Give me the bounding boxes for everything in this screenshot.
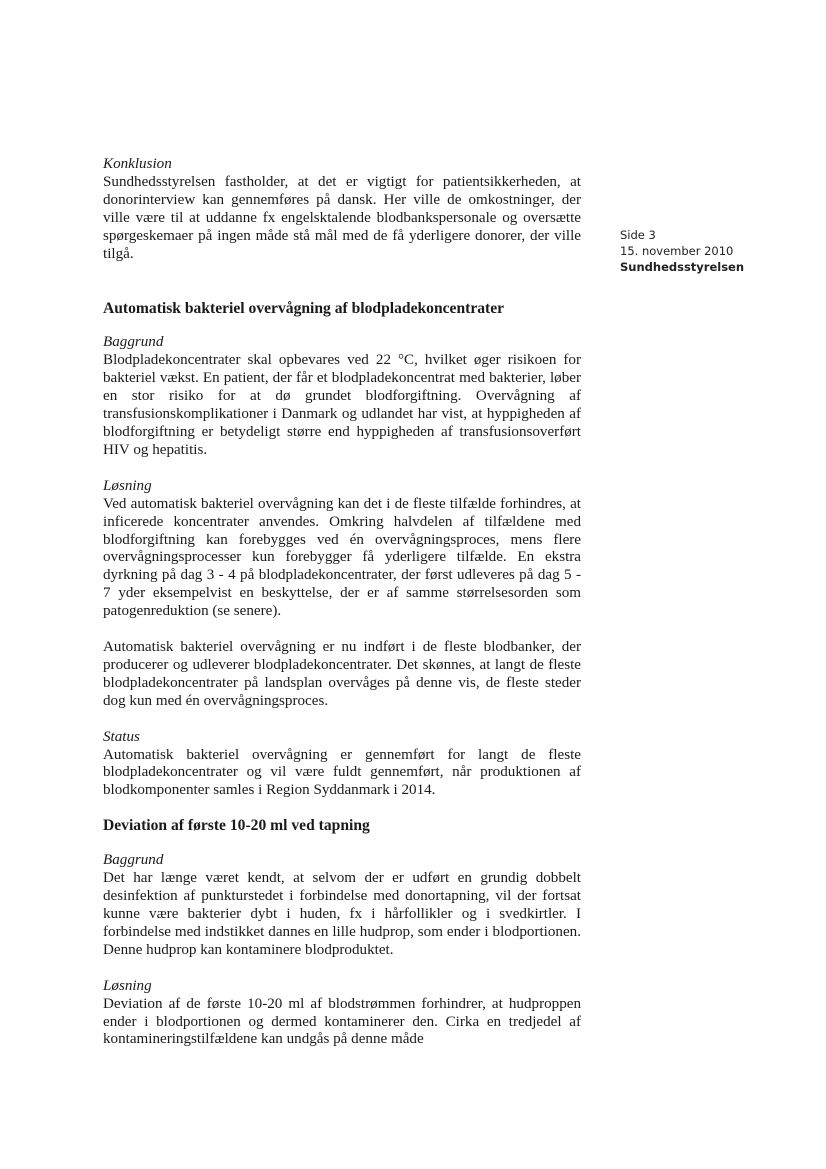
paragraph: Automatisk bakteriel overvågning er gennemført for langt de fleste blodpladekoncentrater og vil være fuldt gennemført, når produktionen af blodkomponenter samles i Region Syddanmark i 2014. [103,746,581,799]
subheading-losning: Løsning [103,477,152,494]
page-meta [620,227,820,275]
subheading-status: Status [103,728,140,745]
paragraph: Blodpladekoncentrater skal opbevares ved 22 °C, hvilket øger risikoen for bakteriel vækst. En patient, der får et blodpladekoncentrat med bakterier, løber en stor risiko for at dø grundet blodforgiftning. Overvågning af transfusionskomplikationer i Danmark og udlandet har vist, at hyppigheden af blodforgiftning er betydeligt større end hyppigheden af transfusionsoverført HIV og hepatitis. [103,352,581,458]
document-date: 15. november 2010 [620,244,734,258]
paragraph: Det har længe været kendt, at selvom der er udført en grundig dobbelt desinfektion af punkturstedet i forbindelse med donortapning, vil der fortsat kunne være bakterier dybt i huden, fx i hårfollikler og i svedkirtler. I forbindelse med indstikket dannes en lille hudprop, som ender i blodportionen. Denne hudprop kan kontaminere blodproduktet. [103,870,581,958]
paragraph: Deviation af de første 10-20 ml af blodstrømmen forhindrer, at hudproppen ender i blodportionen og dermed kontaminerer den. Cirka en tredjedel af kontamineringstilfældene kan undgås på denne måde [103,995,581,1048]
organization-name: Sundhedsstyrelsen [620,260,745,274]
subheading-konklusion: Konklusion [103,156,172,172]
section-heading-deviation: Deviation af første 10-20 ml ved tapning [103,817,370,835]
document-body [103,156,581,1049]
subheading-baggrund: Baggrund [103,334,164,351]
section-heading-bacterial-monitoring: Automatisk bakteriel overvågning af blodpladekoncentrater [103,300,505,318]
page-number: Side 3 [620,228,656,242]
paragraph: Automatisk bakteriel overvågning er nu indført i de fleste blodbanker, der producerer og udleverer blodpladekoncentrater. Det skønnes, at langt de fleste blodpladekoncentrater på landsplan overvåges på denne vis, de fleste steder dog kun med én overvågningsproces. [103,639,581,709]
paragraph: Sundhedsstyrelsen fastholder, at det er vigtigt for patientsikkerheden, at donorinterview kan gennemføres på dansk. Her ville de omkostninger, der ville være til at uddanne fx engelsktalende blodbankspersonale og oversætte spørgeskemaer på ingen måde stå mål med de få yderligere donorer, der ville tilgå. [103,173,581,262]
paragraph: Ved automatisk bakteriel overvågning kan det i de fleste tilfælde forhindres, at inficerede koncentrater anvendes. Omkring halvdelen af tilfældene med blodforgiftning kan forebygges ved én overvågningsproces, mens flere overvågningsprocesser kun forebygger få yderligere tilfælde. En ekstra dyrkning på dag 3 - 4 på blodpladekoncentrater, der først udleveres på dag 5 - 7 yder eksempelvist en beskyttelse, der er af samme størrelsesorden som patogenreduktion (se senere). [103,495,581,620]
subheading-baggrund: Baggrund [103,852,164,869]
subheading-losning: Løsning [103,977,152,994]
